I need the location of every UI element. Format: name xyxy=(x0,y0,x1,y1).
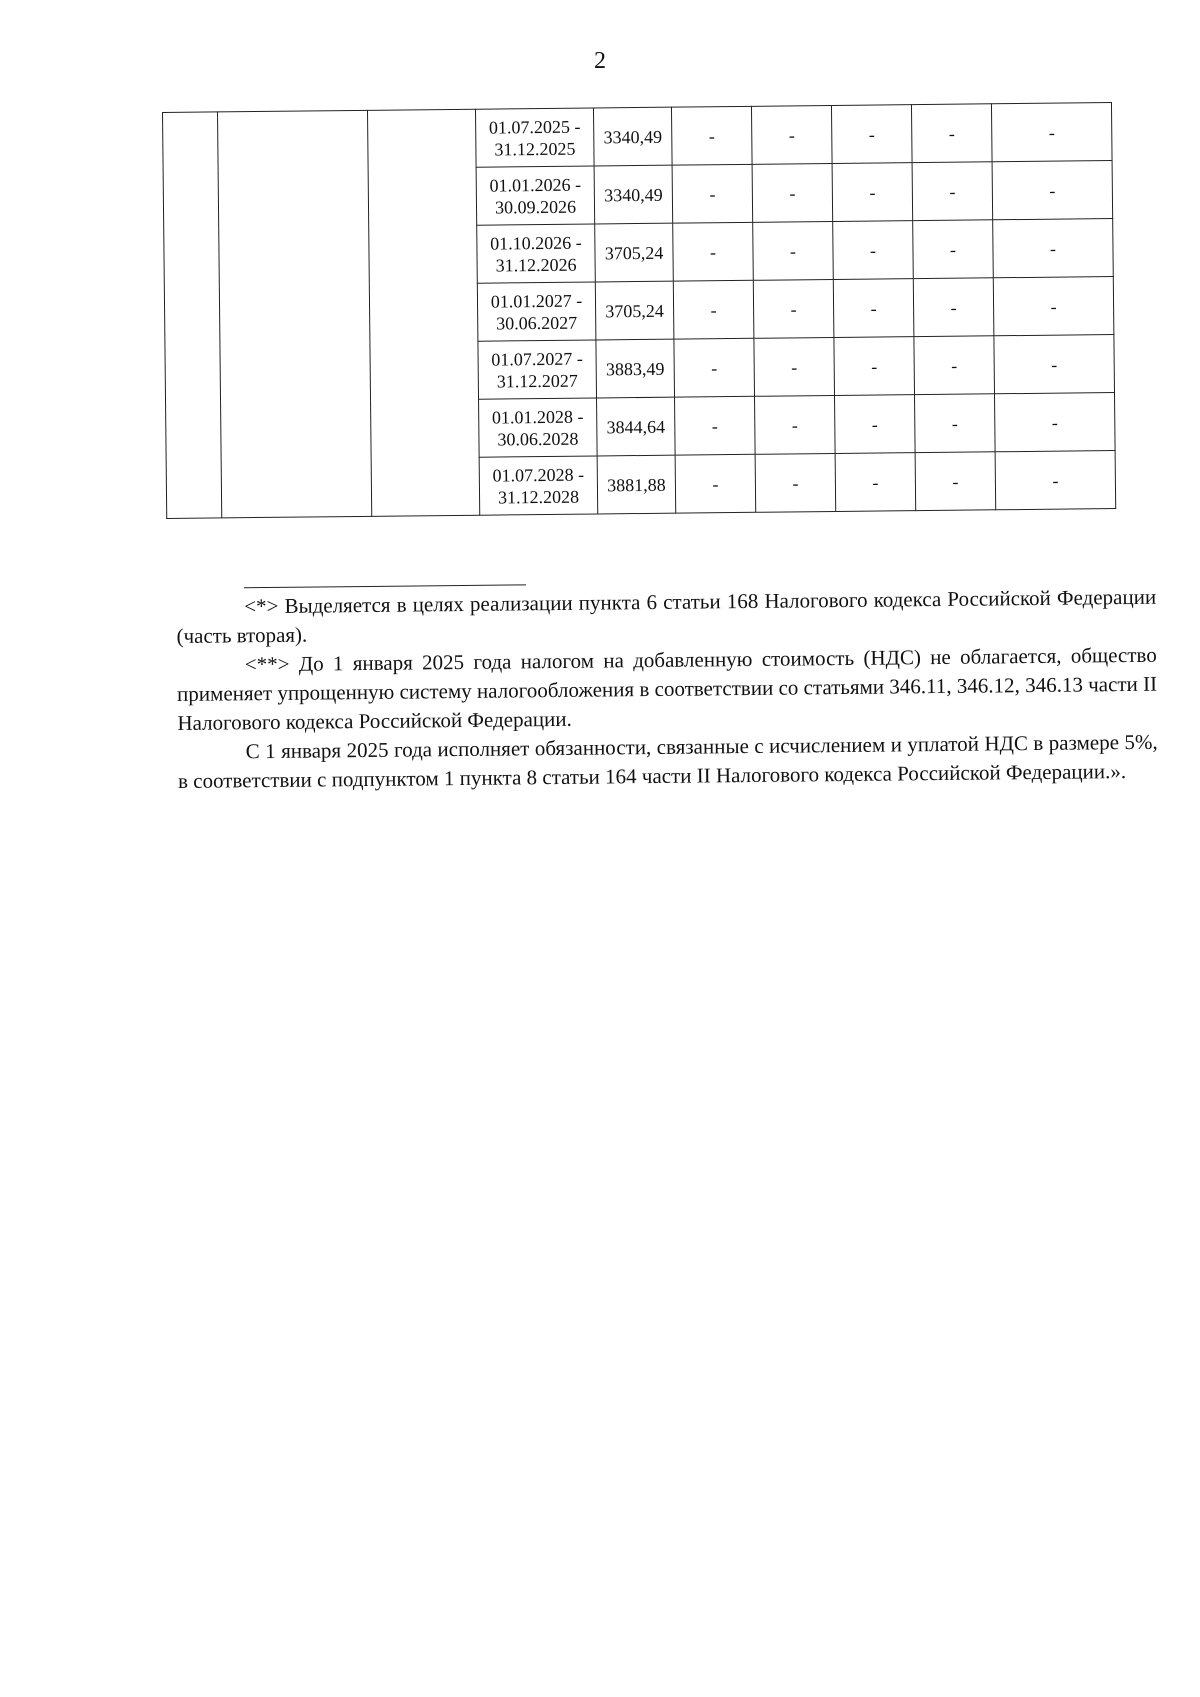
footnotes xyxy=(176,578,1158,796)
dash-cell: - xyxy=(674,338,755,397)
dash-cell: - xyxy=(673,280,754,339)
dash-cell: - xyxy=(992,161,1113,220)
dash-cell: - xyxy=(755,453,836,512)
dash-cell: - xyxy=(913,278,994,337)
dash-cell: - xyxy=(753,279,834,338)
price-cell: 3340,49 xyxy=(594,165,673,224)
dash-cell: - xyxy=(751,105,832,164)
footnote-separator xyxy=(244,584,526,588)
dash-cell: - xyxy=(994,393,1115,452)
dash-cell: - xyxy=(991,103,1112,162)
period-cell xyxy=(475,108,594,167)
price-cell: 3844,64 xyxy=(597,397,676,456)
empty-cell-col1 xyxy=(163,112,222,519)
dash-cell: - xyxy=(911,104,992,163)
period-start: 01.01.2026 - xyxy=(489,174,582,196)
period-end: 30.06.2027 xyxy=(496,312,578,334)
dash-cell: - xyxy=(833,221,914,280)
dash-cell: - xyxy=(833,279,914,338)
period-end: 30.06.2028 xyxy=(497,428,579,450)
footnote-1: <*> Выделяется в целях реализации пункта 6 статьи 168 Налогового кодекса Российской Федерации (часть вторая). xyxy=(176,584,1157,648)
period-start: 01.01.2028 - xyxy=(491,406,584,428)
dash-cell: - xyxy=(832,163,913,222)
dash-cell: - xyxy=(675,396,756,455)
period-start: 01.01.2027 - xyxy=(490,290,583,312)
dash-cell: - xyxy=(915,452,996,511)
dash-cell: - xyxy=(831,105,912,164)
dash-cell: - xyxy=(671,106,752,165)
period-start: 01.07.2025 - xyxy=(488,116,581,138)
period-start: 01.07.2027 - xyxy=(491,348,583,370)
dash-cell: - xyxy=(995,451,1116,510)
period-start: 01.07.2028 - xyxy=(492,464,585,486)
dash-cell: - xyxy=(675,454,756,513)
period-cell xyxy=(477,224,596,283)
period-cell xyxy=(476,166,595,225)
dash-cell: - xyxy=(915,394,996,453)
page-number: 2 xyxy=(594,48,606,74)
dash-cell: - xyxy=(835,453,916,512)
period-cell xyxy=(477,282,596,341)
period-start: 01.10.2026 - xyxy=(490,232,582,254)
period-end: 31.12.2027 xyxy=(496,370,578,392)
price-cell: 3881,88 xyxy=(597,455,676,514)
dash-cell: - xyxy=(672,164,753,223)
dash-cell: - xyxy=(993,219,1114,278)
dash-cell: - xyxy=(913,220,994,279)
footnote-3: С 1 января 2025 года исполняет обязанности, связанные с исчислением и уплатой НДС в размере 5%, в соответствии с подпунктом 1 пункта 8 статьи 164 части II Налогового кодекса Российской Федерации.». xyxy=(177,729,1158,793)
footnote-2: <**> До 1 января 2025 года налогом на добавленную стоимость (НДС) не облагается, общество применяет упрощенную систему налогообложения в соответствии со статьями 346.11, 346.12, 346.13 части II Налогового кодекса Российской Федерации. xyxy=(176,642,1158,735)
dash-cell: - xyxy=(914,336,995,395)
dash-cell: - xyxy=(993,277,1114,336)
dash-cell: - xyxy=(753,221,834,280)
price-cell: 3705,24 xyxy=(595,281,674,340)
price-cell: 3340,49 xyxy=(593,107,672,166)
dash-cell: - xyxy=(834,337,915,396)
period-cell xyxy=(478,340,597,399)
period-end: 30.09.2026 xyxy=(494,196,577,218)
dash-cell: - xyxy=(835,395,916,454)
period-end: 31.12.2026 xyxy=(495,254,577,276)
table-row xyxy=(163,103,1113,171)
price-cell: 3883,49 xyxy=(596,339,675,398)
period-cell xyxy=(479,456,598,515)
period-end: 31.12.2025 xyxy=(494,138,576,160)
period-end: 31.12.2028 xyxy=(497,486,580,508)
dash-cell: - xyxy=(754,337,835,396)
price-cell: 3705,24 xyxy=(595,223,674,282)
dash-cell: - xyxy=(994,335,1115,394)
period-cell xyxy=(479,398,598,457)
dash-cell: - xyxy=(912,162,993,221)
dash-cell: - xyxy=(755,395,836,454)
dash-cell: - xyxy=(673,222,754,281)
empty-cell-col2 xyxy=(218,110,372,518)
empty-cell-col3 xyxy=(367,109,479,516)
dash-cell: - xyxy=(752,163,833,222)
tariff-table xyxy=(162,102,1116,519)
